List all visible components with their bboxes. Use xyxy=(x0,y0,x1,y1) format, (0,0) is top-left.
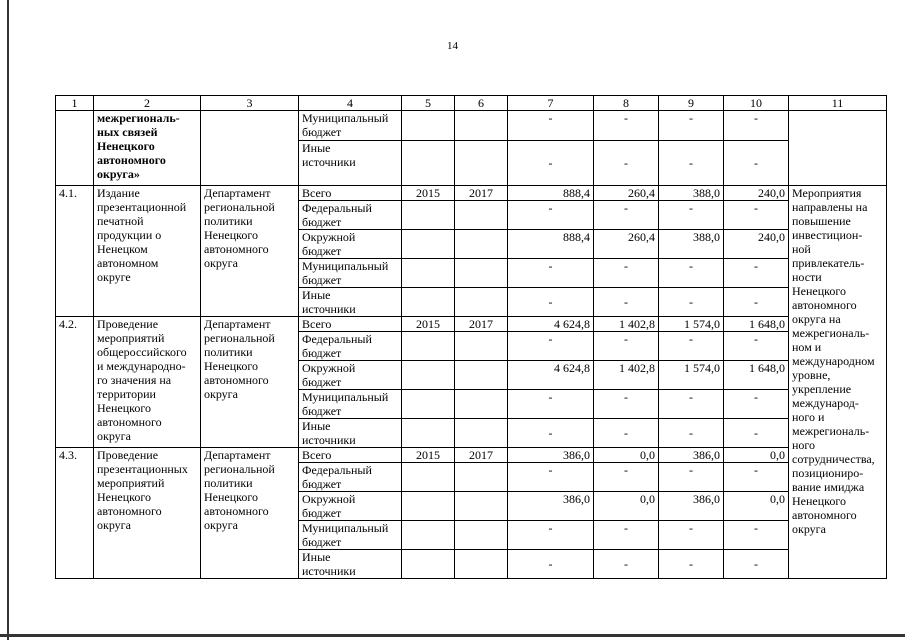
end-year-cell xyxy=(455,419,508,448)
value-cell-col8: - xyxy=(594,111,659,141)
source-cell: Муниципальный бюджет xyxy=(299,259,402,288)
value-cell-col9: 388,0 xyxy=(659,186,724,201)
value-cell-col8: - xyxy=(594,201,659,230)
source-cell: Окружной бюджет xyxy=(299,230,402,259)
end-year-cell xyxy=(455,492,508,521)
start-year-cell xyxy=(402,201,455,230)
value-cell-col9: 388,0 xyxy=(659,230,724,259)
header-cell-2: 2 xyxy=(94,96,201,111)
value-cell-col8: - xyxy=(594,550,659,579)
header-cell-11: 11 xyxy=(789,96,887,111)
value-cell-col10: - xyxy=(724,419,789,448)
end-year-cell: 2017 xyxy=(455,448,508,463)
start-year-cell: 2015 xyxy=(402,186,455,201)
source-cell: Окружной бюджет xyxy=(299,492,402,521)
value-cell-col9: 386,0 xyxy=(659,448,724,463)
source-cell: Федеральный бюджет xyxy=(299,463,402,492)
header-cell-6: 6 xyxy=(455,96,508,111)
table-row xyxy=(56,186,887,201)
value-cell-col10: - xyxy=(724,550,789,579)
value-cell-col8: 0,0 xyxy=(594,448,659,463)
item-name-3: Проведение презентационных мероприятий Ненецкого автономного округа xyxy=(94,448,201,579)
start-year-cell xyxy=(402,230,455,259)
value-cell-col9: 1 574,0 xyxy=(659,317,724,332)
value-cell-col7: 386,0 xyxy=(508,448,594,463)
cont-goal-cell xyxy=(789,111,887,186)
start-year-cell xyxy=(402,550,455,579)
item-executor-3: Департамент региональной политики Ненецкого автономного округа xyxy=(201,448,299,579)
value-cell-col10: 0,0 xyxy=(724,448,789,463)
value-cell-col7: - xyxy=(508,201,594,230)
value-cell-col7: - xyxy=(508,521,594,550)
start-year-cell xyxy=(402,361,455,390)
value-cell-col7: - xyxy=(508,332,594,361)
value-cell-col10: - xyxy=(724,288,789,317)
header-cell-9: 9 xyxy=(659,96,724,111)
source-cell: Муниципальный бюджет xyxy=(299,521,402,550)
header-cell-5: 5 xyxy=(402,96,455,111)
item-name-1: Издание презентационной печатной продукции о Ненецком автономном округе xyxy=(94,186,201,317)
value-cell-col9: - xyxy=(659,332,724,361)
table-row xyxy=(56,111,887,141)
page-number: 14 xyxy=(447,40,458,52)
header-cell-10: 10 xyxy=(724,96,789,111)
value-cell-col8: - xyxy=(594,332,659,361)
end-year-cell xyxy=(455,332,508,361)
end-year-cell xyxy=(455,521,508,550)
start-year-cell xyxy=(402,463,455,492)
source-cell: Всего xyxy=(299,186,402,201)
value-cell-col9: - xyxy=(659,259,724,288)
header-cell-8: 8 xyxy=(594,96,659,111)
item-executor-2: Департамент региональной политики Ненецкого автономного округа xyxy=(201,317,299,448)
value-cell-col10: 240,0 xyxy=(724,230,789,259)
end-year-cell xyxy=(455,390,508,419)
end-year-cell xyxy=(455,463,508,492)
value-cell-col7: 4 624,8 xyxy=(508,317,594,332)
source-cell: Муниципальный бюджет xyxy=(299,111,402,141)
item-number-1: 4.1. xyxy=(56,186,94,317)
header-cell-3: 3 xyxy=(201,96,299,111)
value-cell-col8: - xyxy=(594,141,659,186)
end-year-cell xyxy=(455,361,508,390)
table-row xyxy=(56,448,887,463)
header-row xyxy=(56,96,887,111)
scan-bottom-edge xyxy=(0,634,905,637)
program-table xyxy=(55,95,887,579)
source-cell: Федеральный бюджет xyxy=(299,332,402,361)
value-cell-col7: 4 624,8 xyxy=(508,361,594,390)
value-cell-col9: 386,0 xyxy=(659,492,724,521)
value-cell-col10: - xyxy=(724,259,789,288)
value-cell-col7: - xyxy=(508,141,594,186)
value-cell-col10: 240,0 xyxy=(724,186,789,201)
value-cell-col7: 888,4 xyxy=(508,230,594,259)
value-cell-col10: 1 648,0 xyxy=(724,317,789,332)
value-cell-col7: - xyxy=(508,259,594,288)
source-cell: Всего xyxy=(299,317,402,332)
value-cell-col10: - xyxy=(724,141,789,186)
value-cell-col9: - xyxy=(659,463,724,492)
value-cell-col7: 386,0 xyxy=(508,492,594,521)
item-number-2: 4.2. xyxy=(56,317,94,448)
value-cell-col8: 260,4 xyxy=(594,186,659,201)
value-cell-col9: - xyxy=(659,141,724,186)
header-cell-4: 4 xyxy=(299,96,402,111)
value-cell-col7: - xyxy=(508,463,594,492)
value-cell-col10: 1 648,0 xyxy=(724,361,789,390)
header-cell-7: 7 xyxy=(508,96,594,111)
value-cell-col8: - xyxy=(594,259,659,288)
value-cell-col9: - xyxy=(659,550,724,579)
cont-exec-cell xyxy=(201,111,299,186)
value-cell-col10: - xyxy=(724,201,789,230)
start-year-cell: 2015 xyxy=(402,448,455,463)
item-name-2: Проведение мероприятий общероссийского и международно- го значения на территории Ненецкого автономного округа xyxy=(94,317,201,448)
value-cell-col10: - xyxy=(724,390,789,419)
value-cell-col9: - xyxy=(659,288,724,317)
value-cell-col10: - xyxy=(724,111,789,141)
end-year-cell xyxy=(455,259,508,288)
end-year-cell xyxy=(455,288,508,317)
end-year-cell xyxy=(455,550,508,579)
value-cell-col10: - xyxy=(724,521,789,550)
value-cell-col8: - xyxy=(594,463,659,492)
value-cell-col10: - xyxy=(724,332,789,361)
value-cell-col7: - xyxy=(508,288,594,317)
source-cell: Иные источники xyxy=(299,141,402,186)
value-cell-col10: - xyxy=(724,463,789,492)
value-cell-col9: - xyxy=(659,201,724,230)
start-year-cell xyxy=(402,419,455,448)
start-year-cell xyxy=(402,332,455,361)
item-number-3: 4.3. xyxy=(56,448,94,579)
source-cell: Муниципальный бюджет xyxy=(299,390,402,419)
source-cell: Окружной бюджет xyxy=(299,361,402,390)
start-year-cell xyxy=(402,521,455,550)
value-cell-col9: - xyxy=(659,419,724,448)
start-year-cell: 2015 xyxy=(402,317,455,332)
common-goal-cell: Мероприятия направлены на повышение инвестицион- ной привлекатель- ности Ненецкого автономного округа на межрегиональ- ном и международном уровне, укрепление международ- ного и межрегиональ- ного сотрудничества, позициониро- вание имиджа Ненецкого автономного округа xyxy=(789,186,887,579)
source-cell: Иные источники xyxy=(299,288,402,317)
cont-name-cell: межрегиональ- ных связей Ненецкого автономного округа» xyxy=(94,111,201,186)
item-executor-1: Департамент региональной политики Ненецкого автономного округа xyxy=(201,186,299,317)
value-cell-col9: - xyxy=(659,521,724,550)
value-cell-col8: 0,0 xyxy=(594,492,659,521)
value-cell-col8: - xyxy=(594,419,659,448)
value-cell-col9: 1 574,0 xyxy=(659,361,724,390)
source-cell: Федеральный бюджет xyxy=(299,201,402,230)
value-cell-col7: - xyxy=(508,419,594,448)
end-year-cell xyxy=(455,141,508,186)
value-cell-col8: - xyxy=(594,521,659,550)
value-cell-col9: - xyxy=(659,111,724,141)
table-row xyxy=(56,317,887,332)
value-cell-col7: - xyxy=(508,111,594,141)
value-cell-col7: 888,4 xyxy=(508,186,594,201)
value-cell-col8: - xyxy=(594,288,659,317)
value-cell-col8: 260,4 xyxy=(594,230,659,259)
end-year-cell xyxy=(455,201,508,230)
start-year-cell xyxy=(402,390,455,419)
start-year-cell xyxy=(402,111,455,141)
source-cell: Иные источники xyxy=(299,419,402,448)
scan-left-edge xyxy=(7,0,9,640)
source-cell: Всего xyxy=(299,448,402,463)
end-year-cell: 2017 xyxy=(455,317,508,332)
value-cell-col8: 1 402,8 xyxy=(594,317,659,332)
start-year-cell xyxy=(402,492,455,521)
end-year-cell: 2017 xyxy=(455,186,508,201)
start-year-cell xyxy=(402,259,455,288)
value-cell-col10: 0,0 xyxy=(724,492,789,521)
value-cell-col7: - xyxy=(508,390,594,419)
end-year-cell xyxy=(455,230,508,259)
value-cell-col8: - xyxy=(594,390,659,419)
header-cell-1: 1 xyxy=(56,96,94,111)
start-year-cell xyxy=(402,141,455,186)
cont-num-cell xyxy=(56,111,94,186)
value-cell-col8: 1 402,8 xyxy=(594,361,659,390)
end-year-cell xyxy=(455,111,508,141)
value-cell-col9: - xyxy=(659,390,724,419)
source-cell: Иные источники xyxy=(299,550,402,579)
value-cell-col7: - xyxy=(508,550,594,579)
start-year-cell xyxy=(402,288,455,317)
